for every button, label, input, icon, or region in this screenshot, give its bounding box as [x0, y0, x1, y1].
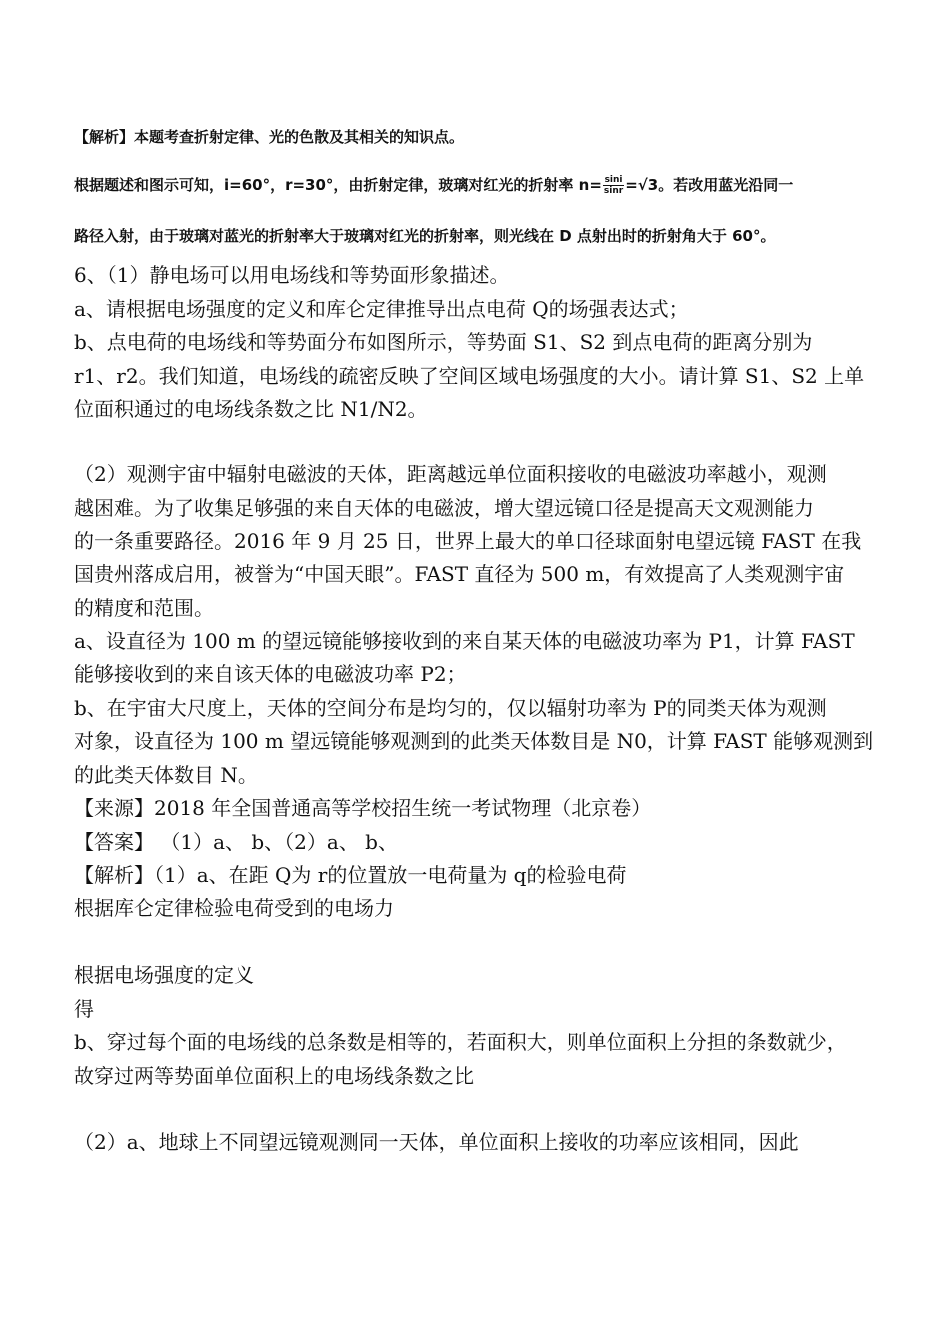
- refraction-fraction: [603, 175, 624, 196]
- question-6-part-b-line2: r1、r2。我们知道，电场线的疏密反映了空间区域电场强度的大小。请计算 S1、S2 上单: [74, 364, 865, 388]
- solution-line5: b、穿过每个面的电场线的总条数是相等的，若面积大，则单位面积上分担的条数就少，: [74, 1030, 847, 1054]
- solution-line4: 得: [74, 997, 94, 1021]
- fraction-numerator: sini: [604, 175, 623, 185]
- question-6-part2b-line1: b、在宇宙大尺度上，天体的空间分布是均匀的，仅以辐射功率为 P的同类天体为观测: [74, 696, 827, 720]
- question-6-part2a-line2: 能够接收到的来自该天体的电磁波功率 P2；: [74, 662, 467, 686]
- analysis-refraction-line: [74, 170, 793, 200]
- question-6-title: 6、（1）静电场可以用电场线和等势面形象描述。: [74, 263, 510, 287]
- solution-line2: 根据库仑定律检验电荷受到的电场力: [74, 896, 394, 920]
- question-6-part-b-line3: 位面积通过的电场线条数之比 N1/N2。: [74, 397, 428, 421]
- question-6-part2-line4: 国贵州落成启用，被誉为“中国天眼”。FAST 直径为 500 m，有效提高了人类观测宇宙: [74, 562, 845, 586]
- analysis-blue-light-line: 路径入射，由于玻璃对蓝光的折射率大于玻璃对红光的折射率，则光线在 D 点射出时的折射角大于 60°。: [74, 227, 776, 245]
- question-6-part-b-line1: b、点电荷的电场线和等势面分布如图所示，等势面 S1、S2 到点电荷的距离分别为: [74, 330, 813, 354]
- question-6-part2-line3: 的一条重要路径。2016 年 9 月 25 日，世界上最大的单口径球面射电望远镜 FAST 在我: [74, 529, 862, 553]
- question-6-part2-line2: 越困难。为了收集足够强的来自天体的电磁波，增大望远镜口径是提高天文观测能力: [74, 496, 814, 520]
- solution-line7: （2）a、地球上不同望远镜观测同一天体，单位面积上接收的功率应该相同，因此: [74, 1130, 799, 1154]
- question-6-part2-line1: （2）观测宇宙中辐射电磁波的天体，距离越远单位面积接收的电磁波功率越小，观测: [74, 462, 827, 486]
- analysis-refraction-text: 根据题述和图示可知，i=60°，r=30°，由折射定律，玻璃对红光的折射率 n=: [74, 176, 602, 194]
- question-6-part2-line5: 的精度和范围。: [74, 596, 214, 620]
- question-6-part-a: a、请根据电场强度的定义和库仑定律推导出点电荷 Q的场强表达式；: [74, 297, 689, 321]
- analysis-heading: 【解析】本题考查折射定律、光的色散及其相关的知识点。: [74, 128, 465, 146]
- fraction-denominator: sinr: [603, 186, 624, 196]
- answer-line: 【答案】 （1）a、 b、（2）a、 b、: [74, 830, 398, 854]
- solution-line6: 故穿过两等势面单位面积上的电场线条数之比: [74, 1064, 474, 1088]
- question-6-part2a-line1: a、设直径为 100 m 的望远镜能够接收到的来自某天体的电磁波功率为 P1，计算 FAST: [74, 629, 855, 653]
- analysis-refraction-text-end: =√3。若改用蓝光沿同一: [625, 176, 794, 194]
- solution-line1: 【解析】（1）a、在距 Q为 r的位置放一电荷量为 q的检验电荷: [74, 863, 627, 887]
- source-line: 【来源】2018 年全国普通高等学校招生统一考试物理（北京卷）: [74, 796, 652, 820]
- question-6-part2b-line3: 的此类天体数目 N。: [74, 763, 258, 787]
- solution-line3: 根据电场强度的定义: [74, 963, 254, 987]
- question-6-part2b-line2: 对象，设直径为 100 m 望远镜能够观测到的此类天体数目是 N0，计算 FAST 能够观测到: [74, 729, 874, 753]
